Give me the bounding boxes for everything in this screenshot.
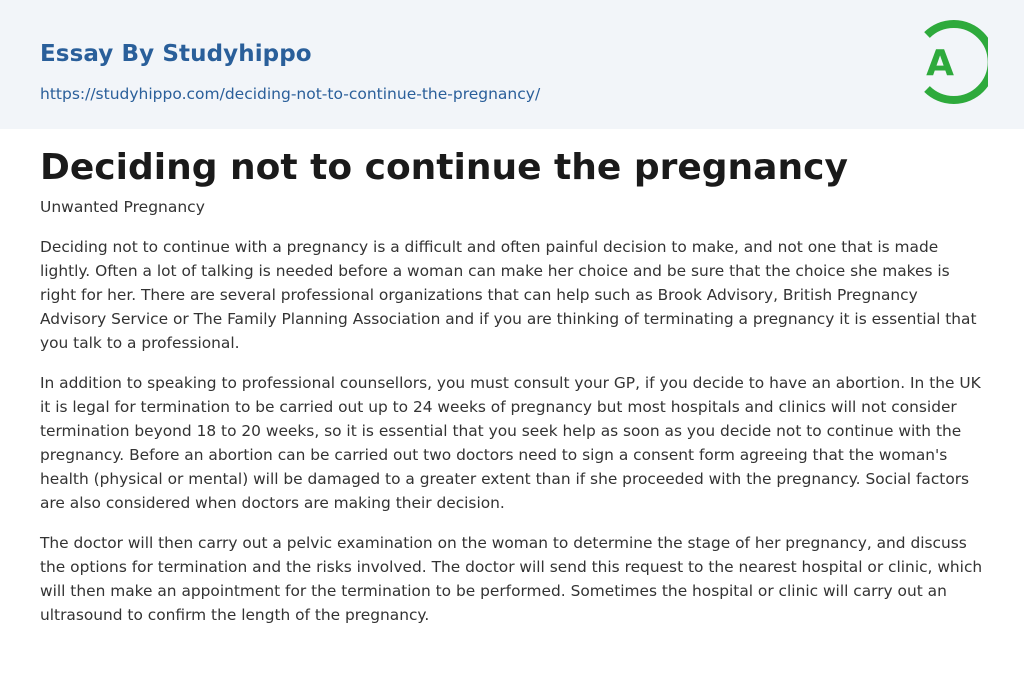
brand-title[interactable]: Essay By Studyhippo [40,41,312,67]
studyhippo-logo-icon[interactable] [912,18,988,106]
article-subtitle: Unwanted Pregnancy [40,198,205,216]
page-title: Deciding not to continue the pregnancy [40,147,848,188]
article-paragraph: In addition to speaking to professional counsellors, you must consult your GP, if you decide to have an abortion. In the UK it is legal for termination to be carried out up to 24 weeks of pregnancy but most hospitals and clinics will not consider termination beyond 18 to 20 weeks, so it is essential that you seek help as soon as you decide not to continue with the pregnancy. Before an abortion can be carried out two doctors need to sign a consent form agreeing that the woman's health (physical or mental) will be damaged to a greater extent than if she proceeded with the pregnancy. Social factors are also considered when doctors are making their decision. [40,374,981,512]
article-paragraph: The doctor will then carry out a pelvic examination on the woman to determine the stage of her pregnancy, and discuss the options for termination and the risks involved. The doctor will send this request to the nearest hospital or clinic, which will then make an appointment for the termination to be performed. Sometimes the hospital or clinic will carry out an ultrasound to confirm the length of the pregnancy. [40,534,983,624]
article-body [40,129,988,627]
logo-letter: A [926,43,954,84]
site-header [0,0,1024,129]
article-paragraph: Deciding not to continue with a pregnancy is a difficult and often painful decision to make, and not one that is made lightly. Often a lot of talking is needed before a woman can make her choice and be sure that the choice she makes is right for her. There are several professional organizations that can help such as Brook Advisory, British Pregnancy Advisory Service or The Family Planning Association and if you are thinking of terminating a pregnancy it is essential that you talk to a professional. [40,238,977,352]
article-url-link[interactable]: https://studyhippo.com/deciding-not-to-continue-the-pregnancy/ [40,85,541,103]
